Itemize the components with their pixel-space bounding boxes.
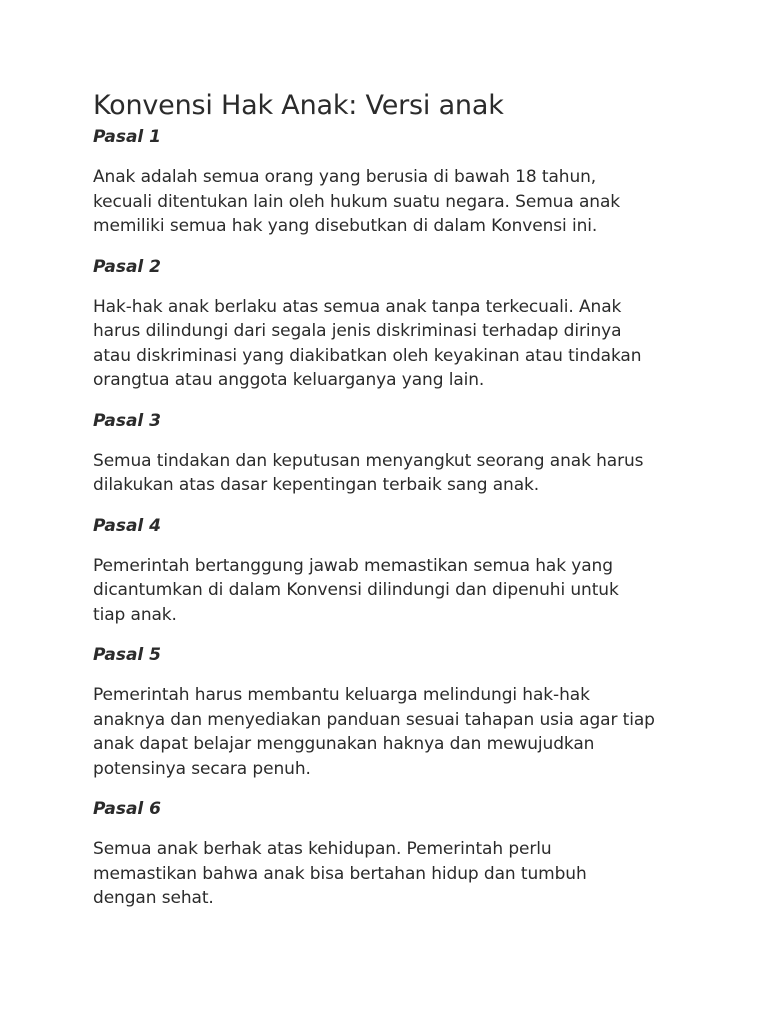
article-pasal-6 (93, 797, 688, 911)
article-pasal-1 (93, 125, 688, 239)
article-pasal-4 (93, 514, 688, 628)
article-body: Anak adalah semua orang yang berusia di bawah 18 tahun, kecuali ditentukan lain oleh hukum suatu negara. Semua anak memiliki semua hak yang disebutkan di dalam Konvensi ini. (93, 167, 621, 236)
article-body: Pemerintah bertanggung jawab memastikan semua hak yang dicantumkan di dalam Konvensi dilindungi dan dipenuhi untuk tiap anak. (93, 555, 619, 625)
article-heading: Pasal 4 (93, 515, 162, 536)
article-heading: Pasal 2 (93, 256, 162, 277)
document-title: Konvensi Hak Anak: Versi anak (93, 90, 504, 121)
article-heading: Pasal 3 (93, 410, 162, 431)
article-pasal-2 (93, 255, 688, 393)
article-heading: Pasal 5 (93, 645, 162, 665)
article-body: Semua anak berhak atas kehidupan. Pemerintah perlu memastikan bahwa anak bisa bertahan hidup dan tumbuh dengan sehat. (93, 839, 587, 908)
article-body: Semua tindakan dan keputusan menyangkut seorang anak harus dilakukan atas dasar kepentingan terbaik sang anak. (93, 450, 644, 495)
article-pasal-5 (93, 643, 688, 781)
article-body: Pemerintah harus membantu keluarga melindungi hak-hak anaknya dan menyediakan panduan sesuai tahapan usia agar tiap anak dapat belajar menggunakan haknya dan mewujudkan potensinya secara penuh. (93, 685, 655, 779)
article-body: Hak-hak anak berlaku atas semua anak tanpa terkecuali. Anak harus dilindungi dari segala jenis diskriminasi terhadap dirinya atau diskriminasi yang diakibatkan oleh keyakinan atau tindakan orangtua atau anggota keluarganya yang lain. (93, 296, 642, 390)
article-pasal-3 (93, 409, 688, 498)
article-heading: Pasal 1 (93, 127, 162, 147)
article-heading: Pasal 6 (93, 799, 162, 819)
